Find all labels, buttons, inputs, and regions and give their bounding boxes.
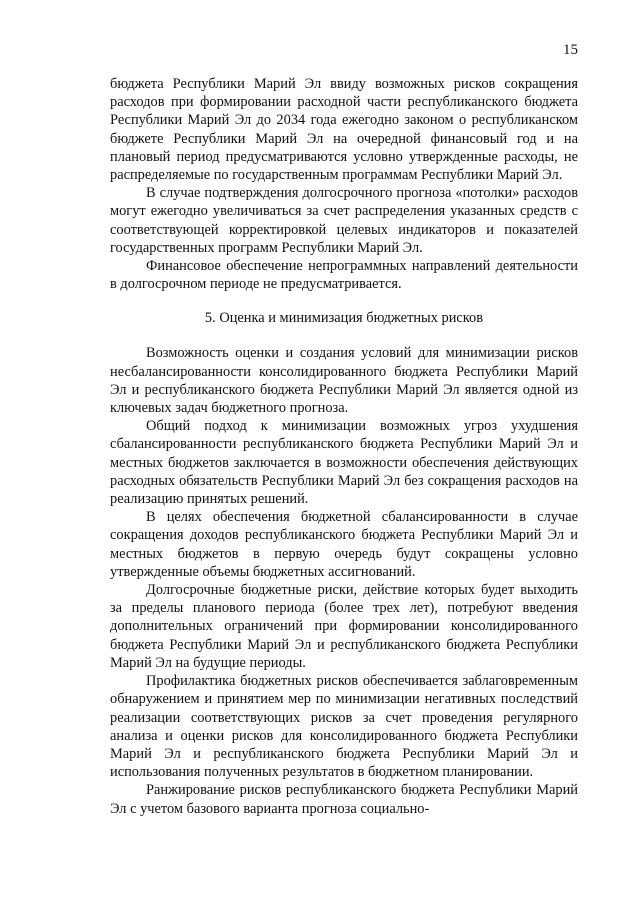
paragraph-risk-prevention: Профилактика бюджетных рисков обеспечивается заблаговременным обнаружением и принятием мер по минимизации негативных последствий реализации соответствующих рисков за счет проведения регулярного анализа и оценки рисков для консолидированного бюджета Республики Марий Эл и республиканского бюджета Республики Марий Эл и использования полученных результатов в бюджетном планировании. — [110, 673, 578, 781]
paragraph-ceilings: В случае подтверждения долгосрочного прогноза «потолки» расходов могут ежегодно увеличиваться за счет распределения указанных средств с соответствующей корректировкой целевых индикаторов и показателей государственных программ Республики Марий Эл. — [110, 185, 578, 256]
paragraph-risk-ranking: Ранжирование рисков республиканского бюджета Республики Марий Эл с учетом базового варианта прогноза социально- — [110, 782, 578, 817]
paragraph-budget-balance: В целях обеспечения бюджетной сбалансированности в случае сокращения доходов республиканского бюджета Республики Марий Эл и местных бюджетов в первую очередь будут сокращены условно утвержденные объемы бюджетных ассигнований. — [110, 509, 578, 580]
page-number: 15 — [563, 42, 578, 58]
paragraph-risk-assessment: Возможность оценки и создания условий для минимизации рисков несбалансированности консолидированного бюджета Республики Марий Эл и республиканского бюджета Республики Марий Эл является одной из ключевых задач бюджетного прогноза. — [110, 345, 578, 417]
paragraph-continuation: бюджета Республики Марий Эл ввиду возможных рисков сокращения расходов при формировании расходной части республиканского бюджета Республики Марий Эл до 2034 года ежегодно законом о республиканском бюджете Республики Марий Эл на очередной финансовый год и на плановый период предусматриваются условно утвержденные расходы, не распределяемые по государственным программам Республики Марий Эл. — [110, 76, 578, 184]
section-heading: 5. Оценка и минимизация бюджетных рисков — [204, 310, 484, 327]
document-body — [110, 75, 578, 818]
paragraph-long-term-risks: Долгосрочные бюджетные риски, действие которых будет выходить за пределы планового периода (более трех лет), потребуют введения дополнительных ограничений при формировании консолидированного бюджета Республики Марий Эл и республиканского бюджета Республики Марий Эл на будущие периоды. — [110, 582, 578, 671]
paragraph-non-program-funding: Финансовое обеспечение непрограммных направлений деятельности в долгосрочном периоде не предусматривается. — [110, 258, 578, 293]
paragraph-general-approach: Общий подход к минимизации возможных угроз ухудшения сбалансированности республиканского бюджета Республики Марий Эл и местных бюджетов заключается в возможности обеспечения действующих расходных обязательств Республики Марий Эл без сокращения расходов на реализацию принятых решений. — [110, 418, 578, 508]
